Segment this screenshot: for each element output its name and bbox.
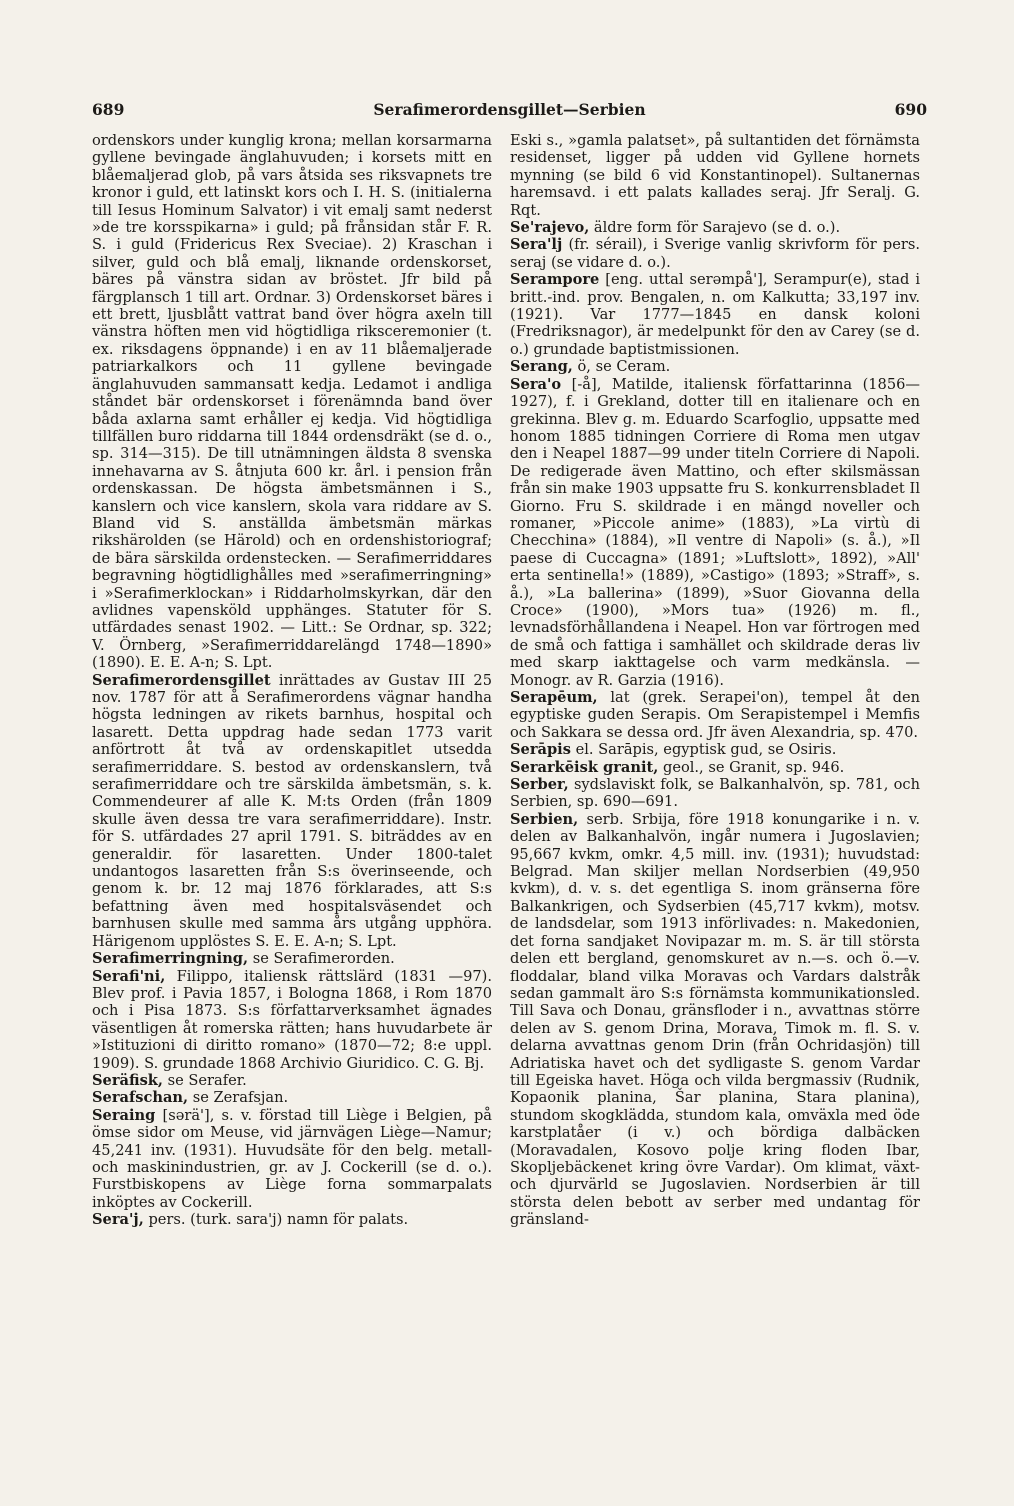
entry-headword: Se'rajevo, xyxy=(510,219,590,237)
entry xyxy=(92,950,492,967)
entry-text: inrättades av Gustav III 25 nov. 1787 för att å Serafimerordens vägnar handha högsta ledningen av rikets barnhus, hospital och lasarett. Detta uppdrag hade sedan 1773 varit anförtrott åt två av ordenskapitlet utsedda serafimerriddare. S. bestod av ordenskanslern, två serafimerriddare och tre särskilda ämbetsmän, s. k. Commendeurer af alle K. M:ts Orden (från 1809 skulle även dessa tre vara serafimerriddare). Instr. för S. utfärdades 27 april 1791. S. biträddes av en generaldir. för lasaretten. Under 1800-talet undantogos lasaretten från S:s överinseende, och genom k. br. 12 maj 1876 förklarades, att S:s befattning även med hospitalsväsendet och barnhusen skulle med samma års utgång upphöra. Härigenom upplöstes S. E. E. A-n; S. Lpt. xyxy=(92,671,492,950)
entry-headword: Serāpis xyxy=(510,741,571,759)
entry xyxy=(510,776,920,811)
entry-text: Filippo, italiensk rättslärd (1831 —97). Blev prof. i Pavia 1857, i Bologna 1868, i Rom 1870 och i Pisa 1873. S:s författarverksamhet ägnades väsentligen åt romerska rätten; hans huvudarbete är »Istituzioni di diritto romano» (1870—72; 8:e uppl. 1909). S. grundade 1868 Archivio Giuridico. C. G. Bj. xyxy=(92,967,492,1072)
entry-text: se Zerafsjan. xyxy=(188,1089,289,1107)
entry-text: serb. Srbija, före 1918 konungarike i n. v. delen av Balkanhalvön, ingår numera i Jugoslavien; 95,667 kvkm, omkr. 4,5 mill. inv. (1931); huvudstad: Belgrad. Man skiljer mellan Nordserbien (49,950 kvkm), d. v. s. det egentliga S. inom gränserna före Balkankrigen, och Sydserbien (45,717 kvkm), motsv. de landsdelar, som 1913 införlivades: n. Makedonien, det forna sandjaket Novipazar m. m. S. är till största delen ett bergland, genomskuret av n.—s. och ö.—v. floddalar, bland vilka Moravas och Vardars dalstråk sedan gammalt äro S:s förnämsta kommunikationsled. Till Sava och Donau, gränsfloder i n., avvattnas större delen av S. genom Drina, Morava, Timok m. fl. S. v. delarna avvattnas genom Drin (från Ochridasjön) till Adriatiska havet och det sydligaste S. genom Vardar till Egeiska havet. Höga och vilda bergmassiv (Rudnik, Kopaonik planina, Šar planina, Stara planina), stundom skogklädda, stundom kala, omväxla med öde karstplatåer (i v.) och bördiga dalbäcken (Moravadalen, Kosovo polje kring floden Ibar, Skopljebäckenet kring övre Vardar). Om klimat, växt- och djurvärld se Jugoslavien. Nordserbien är till största delen bebott av serber med undantag för gränsland- xyxy=(510,810,920,1229)
entry-headword: Serang, xyxy=(510,358,573,376)
entry xyxy=(510,811,920,1229)
entry-text: (fr. sérail), i Sverige vanlig skrivform för pers. seraj (se vidare d. o.). xyxy=(510,236,920,271)
entry-headword: Serapēum, xyxy=(510,689,598,706)
entry-text: ö, se Ceram. xyxy=(572,358,671,376)
entry-text: äldre form för Sarajevo (se d. o.). xyxy=(589,219,841,237)
running-title: Serafimerordensgillet—Serbien xyxy=(373,100,646,119)
entry-text: el. Sarāpis, egyptisk gud, se Osiris. xyxy=(570,741,837,759)
entry-headword: Serampore xyxy=(510,271,600,289)
entry-headword: Serafschan, xyxy=(92,1089,189,1107)
entry-text: pers. (turk. sara'j) namn för palats. xyxy=(143,1211,409,1229)
entry xyxy=(92,1211,492,1228)
entry-headword: Serafi'ni, xyxy=(92,967,166,985)
entry xyxy=(510,741,920,758)
entry xyxy=(92,672,492,951)
entry-text: sydslaviskt folk, se Balkanhalvön, sp. 781, och Serbien, sp. 690—691. xyxy=(510,776,920,811)
entry-headword: Serafimerringning, xyxy=(92,950,249,968)
entry-headword: Serafimerordensgillet xyxy=(92,671,271,689)
entry-text: [eng. uttal serəmpå'], Serampur(e), stad i britt.-ind. prov. Bengalen, n. om Kalkutta; 33,197 inv. (1921). Var 1777—1845 en dansk koloni (Fredriksnagor), är medelpunkt för den av Carey (se d. o.) grundade baptistmissionen. xyxy=(510,271,920,358)
page-header xyxy=(92,100,927,122)
entry-text: se Serafer. xyxy=(163,1071,247,1089)
entry xyxy=(92,968,492,1072)
entry xyxy=(510,236,920,271)
entry xyxy=(510,219,920,236)
entry xyxy=(510,271,920,358)
entry xyxy=(92,1089,492,1106)
entry-headword: Seraing xyxy=(92,1106,156,1124)
entry xyxy=(510,759,920,776)
entry-text: ordenskors under kunglig krona; mellan korsarmarna gyllene bevingade änglahuvuden; i korsets mitt en blåemaljerad glob, på vars åtsida ses riksvapnets tre kronor i guld, ett latinskt kors och I. H. S. (initialerna till Iesus Hominum Salvator) i vit emalj samt nederst »de tre korsspikarna» i guld; på frånsidan står F. R. S. i guld (Fridericus Rex Sveciae). 2) Kraschan i silver, guld och blå emalj, liknande ordenskorset, bäres på vänstra sidan av bröstet. Jfr bild på färgplansch 1 till art. Ordnar. 3) Ordenskorset bäres i ett brett, ljusblått vattrat band över högra axeln till vänstra höften men vid högtidliga riksceremonier (t. ex. riksdagens öppnande) i en av 11 blåemaljerade patriarkalkors och 11 gyllene bevingade änglahuvuden sammansatt kedja. Ledamot i andliga ståndet bär ordenskorset i förenämnda band över båda axlarna samt erhåller ej kedja. Vid högtidliga tillfällen buro riddarna till 1844 ordensdräkt (se d. o., sp. 314—315). De till utnämningen äldsta 8 svenska innehavarna av S. åtnjuta 600 kr. årl. i pension från ordenskassan. De högsta ämbetsmännen i S., kanslern och vice kanslern, skola vara riddare av S. Bland vid S. anställda ämbetsmän märkas rikshärolden (se Härold) och en ordenshistoriograf; de bära särskilda ordenstecken. — Serafimerriddares begravning högtidlighålles med »serafimerringning» i »Serafimerklockan» i Riddarholmskyrkan, där den avlidnes vapensköld upphänges. Statuter för S. utfärdades senast 1902. — Litt.: Se Ordnar, sp. 322; V. Örnberg, »Serafimerriddarelängd 1748—1890» (1890). E. E. A-n; S. Lpt. xyxy=(92,132,492,672)
entry-headword: Serber, xyxy=(510,776,569,794)
entry-text: [-å], Matilde, italiensk författarinna (1856—1927), f. i Grekland, dotter till en italienare och en grekinna. Blev g. m. Eduardo Scarfoglio, uppsatte med honom 1885 tidningen Corriere di Roma men utgav den i Neapel 1887—99 under titeln Corriere di Napoli. De redigerade även Mattino, och efter skilsmässan från sin make 1903 uppsatte fru S. konkurrensbladet Il Giorno. Fru S. skildrade i en mängd noveller och romaner, »Piccole anime» (1883), »La virtù di Checchina» (1884), »Il ventre di Napoli» (s. å.), »Il paese di Cuccagna» (1891; »Luftslott», 1892), »All' erta sentinella!» (1889), »Castigo» (1893; »Straff», s. å.), »La ballerina» (1899), »Suor Giovanna della Croce» (1900), »Mors tua» (1926) m. fl., levnadsförhållandena i Neapel. Hon var förtrogen med de små och fattiga i samhället och skildrade deras liv med skarp iakttagelse och varm medkänsla. — Monogr. av R. Garzia (1916). xyxy=(510,375,920,689)
entry xyxy=(92,1072,492,1089)
entry xyxy=(510,358,920,375)
entry xyxy=(510,132,920,219)
entry-text: lat (grek. Serapei'on), tempel åt den egyptiske guden Serapis. Om Serapistempel i Memfis och Sakkara se dessa ord. Jfr även Alexandria, sp. 470. xyxy=(510,689,920,741)
page-number-right: 690 xyxy=(894,100,927,119)
entry-headword: Seräfisk, xyxy=(92,1071,163,1089)
entry-headword: Serarkēisk granit, xyxy=(510,758,659,776)
entry xyxy=(92,132,492,672)
entry-text: Eski s., »gamla palatset», på sultantiden det förnämsta residenset, ligger på udden vid Gyllene hornets mynning (se bild 6 vid Konstantinopel). Sultanernas haremsavd. i ett palats kallades seraj. Jfr Seralj. G. Rqt. xyxy=(510,132,920,219)
entry xyxy=(92,1107,492,1211)
entry-headword: Serbien, xyxy=(510,810,579,828)
entry-headword: Sera'j, xyxy=(92,1211,144,1229)
page-number-left: 689 xyxy=(92,100,125,119)
entry-text: se Serafimerorden. xyxy=(248,950,395,968)
entry-headword: Sera'lj xyxy=(510,236,563,254)
entry xyxy=(510,689,920,741)
entry-headword: Sera'o xyxy=(510,375,562,393)
entry xyxy=(510,376,920,689)
left-column xyxy=(92,132,492,1229)
entry-text: geol., se Granit, sp. 946. xyxy=(658,758,845,776)
entry-text: [sərä'], s. v. förstad till Liège i Belgien, på ömse sidor om Meuse, vid järnvägen Liège—Namur; 45,241 inv. (1931). Huvudsäte för den belg. metall- och maskinindustrien, gr. av J. Cockerill (se d. o.). Furstbiskopens av Liège forna sommarpalats inköptes av Cockerill. xyxy=(92,1106,492,1211)
right-column xyxy=(510,132,920,1229)
